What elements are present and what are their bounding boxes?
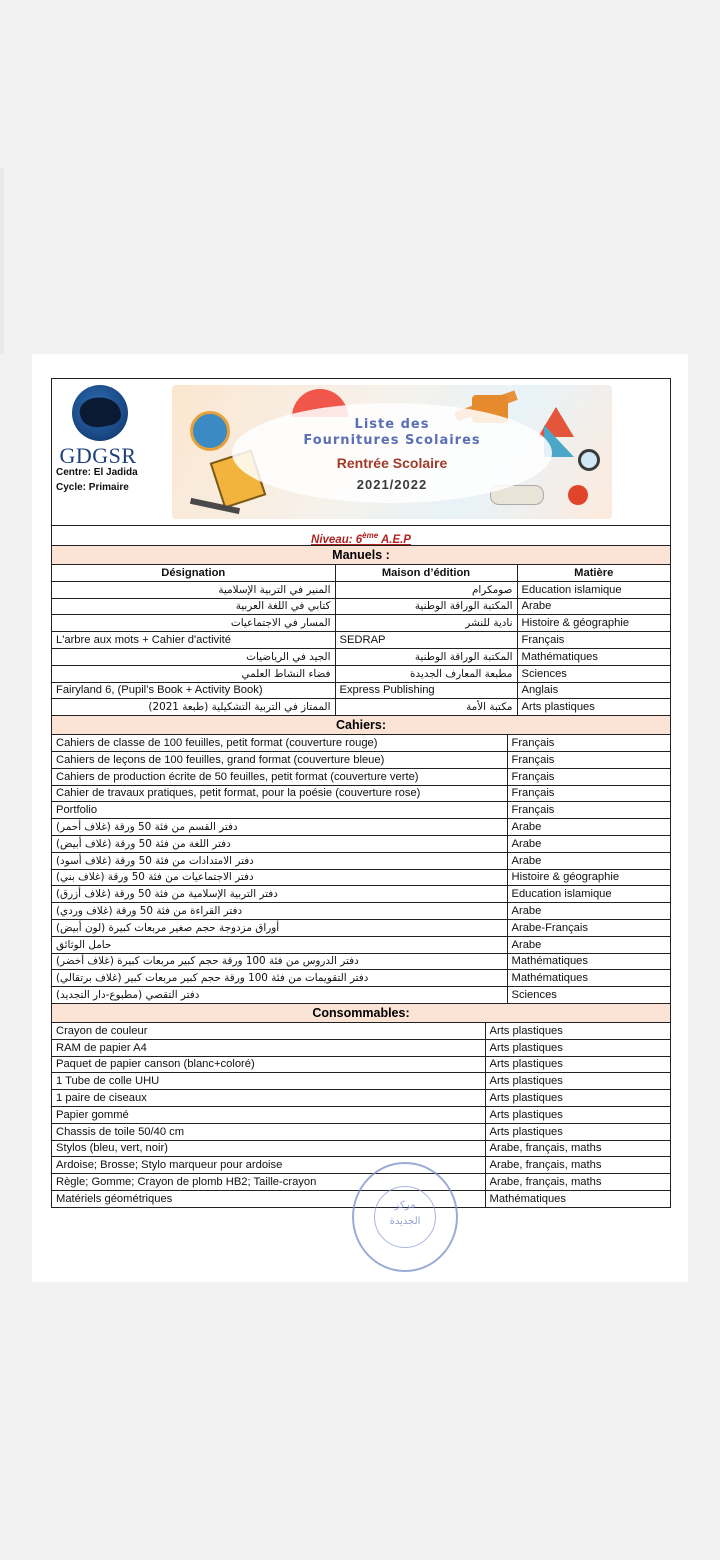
cahiers-table [52,735,670,1004]
edition-cell: مكتبة الأمة [335,699,517,716]
matiere-cell: Français [517,632,670,649]
table-row [52,632,670,649]
matiere-cell: Mathématiques [517,648,670,665]
table-row [52,886,670,903]
table-row [52,1106,670,1123]
item-cell: دفتر التقصي (مطبوع-دار التجديد) [52,987,507,1004]
matiere-cell: Arts plastiques [485,1073,670,1090]
matiere-cell: Histoire & géographie [507,869,670,886]
niveau-suffix: A.E.P [378,533,411,546]
official-stamp [352,1162,458,1272]
matiere-cell: Anglais [517,682,670,699]
item-cell: حامل الوثائق [52,936,507,953]
table-row [52,768,670,785]
table-row [52,1090,670,1107]
matiere-cell: Sciences [517,665,670,682]
table-row [52,1039,670,1056]
matiere-cell: Arabe, français, maths [485,1157,670,1174]
table-row [52,953,670,970]
matiere-cell: Arabe [507,936,670,953]
table-row [52,1056,670,1073]
column-header: Matière [517,565,670,581]
designation-cell: كتابي في اللغة العربية [52,598,335,615]
banner-year: 2021/2022 [356,477,428,492]
column-header: Désignation [52,565,335,581]
item-cell: Cahiers de leçons de 100 feuilles, grand format (couverture bleue) [52,751,507,768]
table-row [52,869,670,886]
edition-cell: المكتبة الوراقة الوطنية [335,598,517,615]
niveau-prefix: Niveau: 6 [311,533,363,546]
item-cell: دفتر الاجتماعيات من فئة 50 ورقة (غلاف بني) [52,869,507,886]
stamp-text-line2: الجديدة [389,1216,421,1227]
item-cell: Cahier de travaux pratiques, petit format, pour la poésie (couverture rose) [52,785,507,802]
supplies-list-frame [51,378,671,1208]
consommables-section-title: Consommables: [52,1004,670,1023]
centre-label: Centre: El Jadida [56,467,138,478]
banner-rentree: Rentrée Scolaire [336,455,448,471]
item-cell: دفتر الدروس من فئة 100 ورقة حجم كبير مربعات كبيرة (غلاف أخضر) [52,953,507,970]
table-row [52,987,670,1004]
edition-cell: SEDRAP [335,632,517,649]
table-row [52,615,670,632]
item-cell: دفتر القسم من فئة 50 ورقة (غلاف أحمر) [52,819,507,836]
matiere-cell: Arabe-Français [507,919,670,936]
table-row [52,1140,670,1157]
table-row [52,936,670,953]
table-row [52,1123,670,1140]
item-cell: دفتر التربية الإسلامية من فئة 50 ورقة (غلاف أزرق) [52,886,507,903]
matiere-cell: Education islamique [517,581,670,598]
table-row [52,903,670,920]
matiere-cell: Français [507,785,670,802]
designation-cell: فضاء النشاط العلمي [52,665,335,682]
table-header-row [52,565,670,581]
item-cell: Cahiers de classe de 100 feuilles, petit format (couverture rouge) [52,735,507,751]
table-row [52,802,670,819]
table-row [52,598,670,615]
item-cell: دفتر اللغة من فئة 50 ورقة (غلاف أبيض) [52,835,507,852]
item-cell: Stylos (bleu, vert, noir) [52,1140,485,1157]
item-cell: Papier gommé [52,1106,485,1123]
table-row [52,682,670,699]
table-row [52,1073,670,1090]
niveau-label [52,526,670,546]
item-cell: دفتر القراءة من فئة 50 ورقة (غلاف وردي) [52,903,507,920]
matiere-cell: Arabe [507,819,670,836]
item-cell: 1 paire de ciseaux [52,1090,485,1107]
matiere-cell: Arabe, français, maths [485,1174,670,1191]
designation-cell: المنير في التربية الإسلامية [52,581,335,598]
table-row [52,852,670,869]
designation-cell: الممتاز في التربية التشكيلية (طبعة 2021) [52,699,335,716]
designation-cell: Fairyland 6, (Pupil’s Book + Activity Book) [52,682,335,699]
matiere-cell: Français [507,768,670,785]
matiere-cell: Arts plastiques [485,1123,670,1140]
matiere-cell: Mathématiques [507,970,670,987]
item-cell: Chassis de toile 50/40 cm [52,1123,485,1140]
item-cell: RAM de papier A4 [52,1039,485,1056]
matiere-cell: Mathématiques [507,953,670,970]
matiere-cell: Arabe [517,598,670,615]
table-row [52,1023,670,1039]
item-cell: Paquet de papier canson (blanc+coloré) [52,1056,485,1073]
table-row [52,785,670,802]
matiere-cell: Français [507,735,670,751]
table-row [52,648,670,665]
item-cell: دفتر التقويمات من فئة 100 ورقة حجم كبير مربعات كبير (غلاف برتقالي) [52,970,507,987]
edition-cell: صومكرام [335,581,517,598]
matiere-cell: Arabe [507,903,670,920]
item-cell: Règle; Gomme; Crayon de plomb HB2; Taille-crayon [52,1174,485,1191]
table-row [52,835,670,852]
table-row [52,665,670,682]
table-row [52,970,670,987]
matiere-cell: Arts plastiques [485,1106,670,1123]
item-cell: Ardoise; Brosse; Stylo marqueur pour ardoise [52,1157,485,1174]
item-cell: 1 Tube de colle UHU [52,1073,485,1090]
matiere-cell: Arts plastiques [485,1056,670,1073]
edition-cell: Express Publishing [335,682,517,699]
matiere-cell: Histoire & géographie [517,615,670,632]
designation-cell: L'arbre aux mots + Cahier d'activité [52,632,335,649]
banner-title-line2: Fournitures Scolaires [303,433,481,448]
table-row [52,819,670,836]
item-cell: Matériels géométriques [52,1190,485,1206]
title-banner [172,385,612,519]
matiere-cell: Sciences [507,987,670,1004]
table-row [52,699,670,716]
banner-title-line1: Liste des [354,417,430,432]
edition-cell: مطبعة المعارف الجديدة [335,665,517,682]
matiere-cell: Arabe [507,835,670,852]
document-page [32,354,688,1282]
matiere-cell: Arabe [507,852,670,869]
cahiers-section-title: Cahiers: [52,716,670,735]
matiere-cell: Mathématiques [485,1190,670,1206]
edition-cell: المكتبة الوراقة الوطنية [335,648,517,665]
matiere-cell: Arts plastiques [485,1023,670,1039]
edition-cell: نادية للنشر [335,615,517,632]
cycle-label: Cycle: Primaire [56,482,129,493]
item-cell: دفتر الامتدادات من فئة 50 ورقة (غلاف أسود) [52,852,507,869]
table-row [52,1157,670,1174]
table-row [52,919,670,936]
logo-text: GDGSR [59,443,137,468]
matiere-cell: Français [507,751,670,768]
stamp-text-line1: مركز [394,1200,416,1211]
item-cell: أوراق مزدوجة حجم صغير مربعات كبيرة (لون أبيض) [52,919,507,936]
designation-cell: الجيد في الرياضيات [52,648,335,665]
table-row [52,581,670,598]
manuels-section-title: Manuels : [52,546,670,565]
matiere-cell: Français [507,802,670,819]
item-cell: Portfolio [52,802,507,819]
table-row [52,735,670,751]
document-header [52,379,670,526]
left-edge-strip [0,168,4,354]
niveau-sup: ème [362,531,379,540]
matiere-cell: Arts plastiques [517,699,670,716]
consommables-table [52,1023,670,1207]
matiere-cell: Education islamique [507,886,670,903]
table-row [52,751,670,768]
matiere-cell: Arts plastiques [485,1039,670,1056]
matiere-cell: Arts plastiques [485,1090,670,1107]
item-cell: Crayon de couleur [52,1023,485,1039]
designation-cell: المسار في الاجتماعيات [52,615,335,632]
column-header: Maison d’édition [335,565,517,581]
matiere-cell: Arabe, français, maths [485,1140,670,1157]
manuels-table [52,565,670,716]
item-cell: Cahiers de production écrite de 50 feuilles, petit format (couverture verte) [52,768,507,785]
